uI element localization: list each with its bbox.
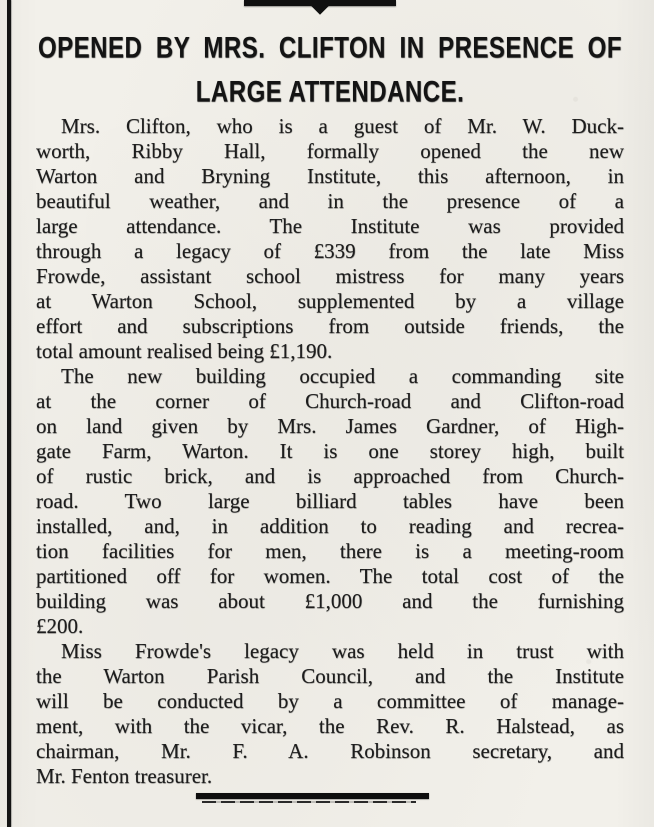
body-line: at Warton School, supplemented by a village [36, 289, 624, 313]
body-line: chairman, Mr. F. A. Robinson secretary, and [36, 739, 624, 763]
body-line: £200. [36, 614, 84, 638]
body-line: ment, with the vicar, the Rev. R. Halstead, as [36, 714, 624, 738]
body-line: Miss Frowde's legacy was held in trust with [61, 639, 624, 663]
body-line: at the corner of Church-road and Clifton-road [36, 389, 624, 413]
body-line: partitioned off for women. The total cost of the [36, 564, 624, 588]
body-line: building was about £1,000 and the furnishing [36, 589, 624, 613]
body-line: tion facilities for men, there is a meeting-room [36, 539, 624, 563]
diamond-icon [307, 0, 332, 15]
paragraph-1 [36, 114, 624, 364]
rule-thin-line [202, 801, 416, 803]
body-line: on land given by Mrs. James Gardner, of High- [36, 414, 624, 438]
body-line: worth, Ribby Hall, formally opened the new [36, 139, 624, 163]
headline [38, 22, 622, 110]
body-line: beautiful weather, and in the presence of a [36, 189, 624, 213]
column-rule [7, 0, 11, 827]
bottom-double-rule [196, 793, 429, 803]
rule-thick-line [196, 793, 429, 799]
body-line: gate Farm, Warton. It is one storey high, built [36, 439, 624, 463]
body-line: Warton and Bryning Institute, this afternoon, in [36, 164, 624, 188]
top-divider-ornament [244, 0, 396, 11]
body-line: The new building occupied a commanding site [61, 364, 624, 388]
body-line: Frowde, assistant school mistress for many years [36, 264, 624, 288]
body-line: through a legacy of £339 from the late Miss [36, 239, 624, 263]
paragraph-3 [36, 639, 624, 789]
body-line: large attendance. The Institute was provided [36, 214, 624, 238]
headline-line-1: OPENED BY MRS. CLIFTON IN PRESENCE OF [38, 31, 622, 65]
article-body [36, 114, 624, 789]
body-line: total amount realised being £1,190. [36, 339, 333, 363]
body-line: will be conducted by a committee of manage- [36, 689, 624, 713]
body-line: installed, and, in addition to reading and recrea- [36, 514, 624, 538]
body-line: Mr. Fenton treasurer. [36, 764, 213, 788]
body-line: of rustic brick, and is approached from Church- [36, 464, 624, 488]
body-line: the Warton Parish Council, and the Institute [36, 664, 624, 688]
body-line: road. Two large billiard tables have been [36, 489, 624, 513]
body-line: effort and subscriptions from outside friends, the [36, 314, 624, 338]
paragraph-2 [36, 364, 624, 639]
headline-line-2: LARGE ATTENDANCE. [195, 75, 465, 109]
body-line: Mrs. Clifton, who is a guest of Mr. W. Duck- [61, 114, 624, 138]
